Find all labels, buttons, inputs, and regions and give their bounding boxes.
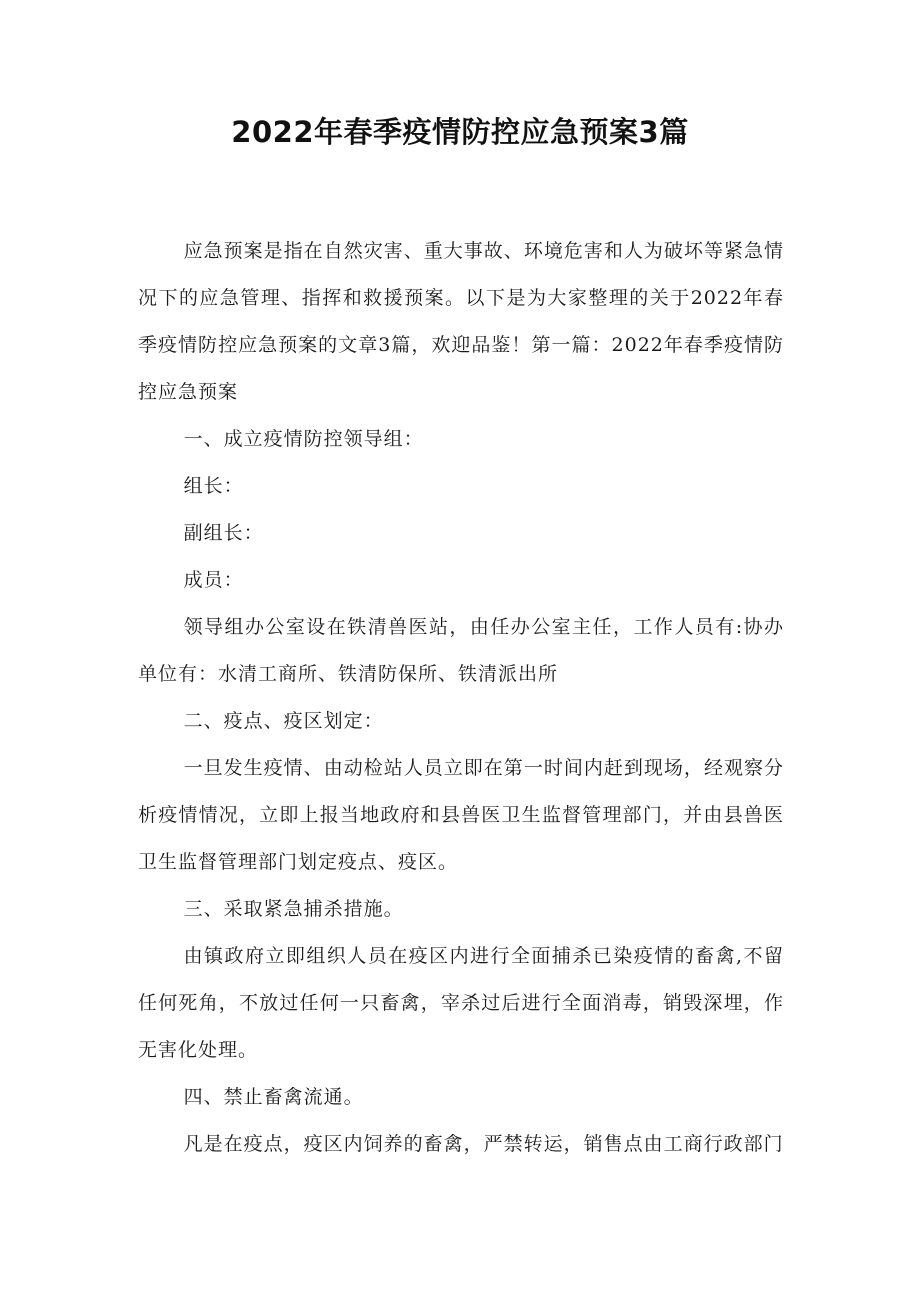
- document-body: [138, 228, 784, 1168]
- paragraph-deputy-leader: 副组长：: [183, 522, 264, 544]
- paragraph-members: 成员：: [183, 569, 244, 591]
- paragraph-outbreak: 一旦发生疫情、由动检站人员立即在第一时间内赶到现场，经观察分析疫情情况，立即上报当地政府和县兽医卫生监督管理部门，并由县兽医卫生监督管理部门划定疫点、疫区。: [138, 757, 784, 873]
- paragraph-heading-4: 四、禁止畜禽流通。: [183, 1086, 364, 1108]
- paragraph-leader: 组长：: [183, 475, 244, 497]
- document-title: 2022年春季疫情防控应急预案3篇: [231, 115, 689, 149]
- paragraph-heading-3: 三、采取紧急捕杀措施。: [183, 898, 404, 920]
- paragraph-heading-1: 一、成立疫情防控领导组：: [183, 428, 424, 450]
- paragraph-culling: 由镇政府立即组织人员在疫区内进行全面捕杀已染疫情的畜禽,不留任何死角，不放过任何一只畜禽，宰杀过后进行全面消毒，销毁深埋，作无害化处理。: [138, 945, 784, 1061]
- paragraph-intro: 应急预案是指在自然灾害、重大事故、环境危害和人为破坏等紧急情况下的应急管理、指挥和救援预案。以下是为大家整理的关于2022年春季疫情防控应急预案的文章3篇，欢迎品鉴！第一篇：2022年春季疫情防控应急预案: [138, 240, 784, 403]
- paragraph-transport-ban: 凡是在疫点，疫区内饲养的畜禽，严禁转运，销售点由工商行政部门: [183, 1133, 784, 1155]
- paragraph-heading-2: 二、疫点、疫区划定：: [183, 710, 384, 732]
- paragraph-office: 领导组办公室设在铁清兽医站，由任办公室主任，工作人员有:协办单位有：水清工商所、铁清防保所、铁清派出所: [138, 616, 784, 685]
